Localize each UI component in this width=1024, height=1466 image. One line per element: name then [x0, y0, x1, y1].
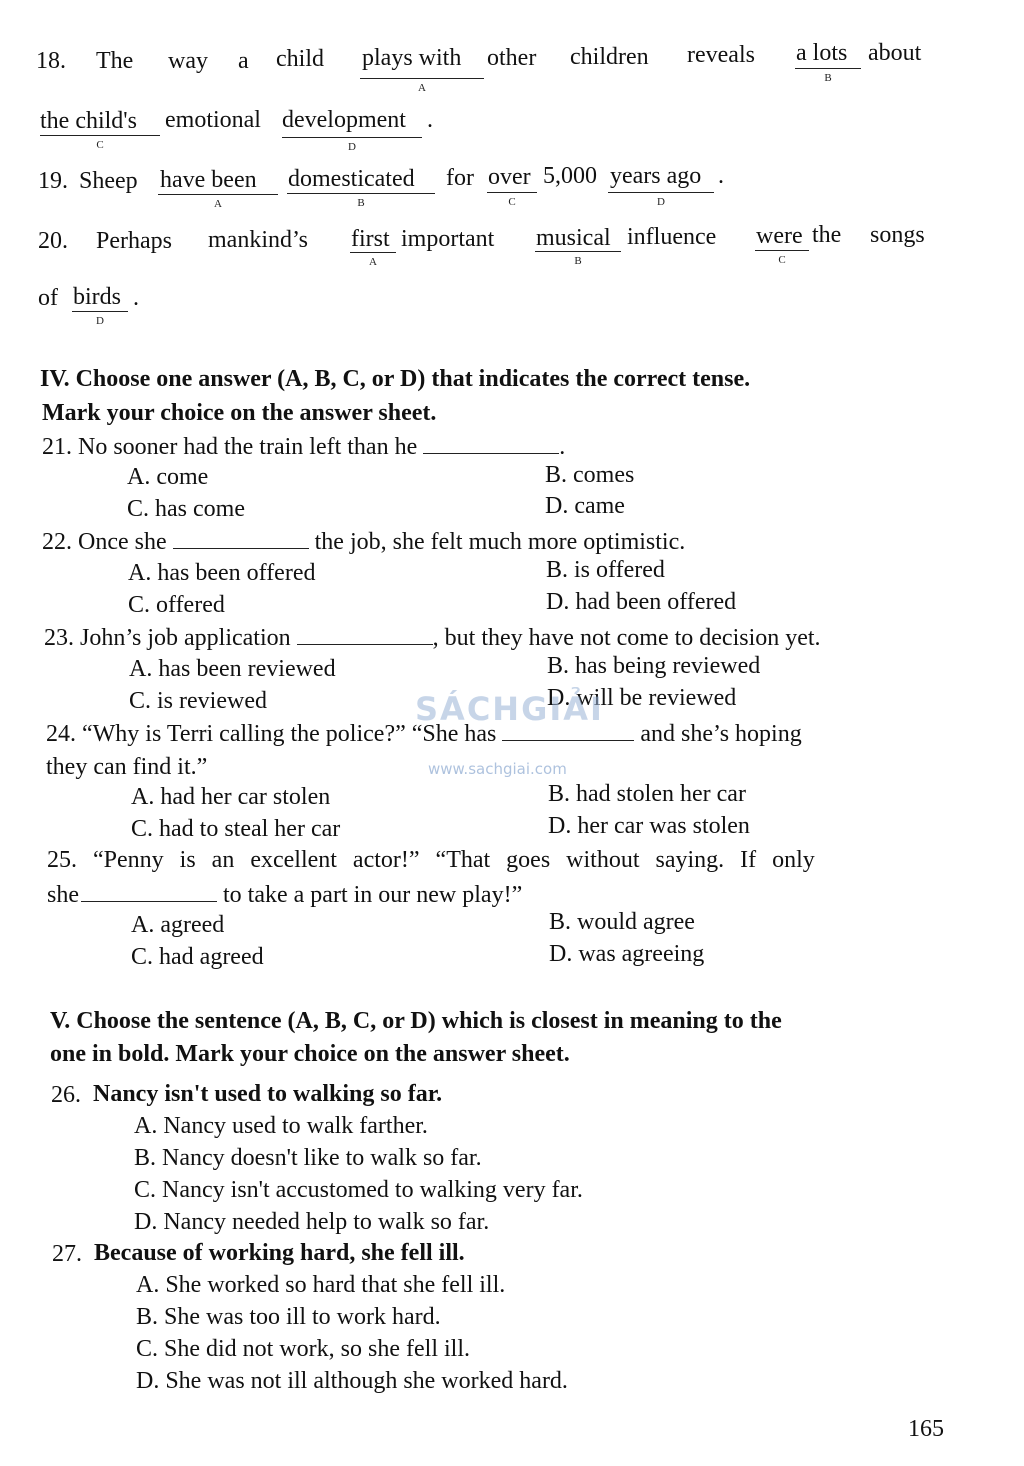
word: other: [487, 45, 537, 71]
word: child: [276, 46, 324, 72]
word: mankind’s: [208, 227, 308, 253]
option-text-a: have been: [160, 167, 257, 193]
option-c: C. had agreed: [131, 944, 264, 970]
answer-blank: [297, 624, 433, 645]
answer-blank: [502, 720, 634, 741]
option-a: A. has been offered: [128, 560, 316, 586]
option-text-a: plays with: [362, 45, 462, 71]
option-a: A. come: [127, 464, 209, 490]
question-stem: 25. “Penny is an excellent actor!” “That goes without saying. If only: [47, 847, 815, 873]
bold-sentence: Because of working hard, she fell ill.: [94, 1240, 465, 1266]
option-text-b: musical: [536, 225, 611, 251]
word: 5,000: [543, 163, 597, 189]
underline-label-c: C: [755, 250, 809, 267]
question-stem: [44, 624, 821, 652]
option-b: B. would agree: [549, 909, 695, 935]
question-stem: [42, 528, 685, 556]
option-a: A. agreed: [131, 912, 225, 938]
option-c: C. has come: [127, 496, 245, 522]
underline-label-d: D: [608, 192, 714, 209]
option-d: D. will be reviewed: [547, 685, 737, 711]
option-b: B. has being reviewed: [547, 653, 761, 679]
option-d: D. her car was stolen: [548, 813, 750, 839]
punctuation: .: [427, 107, 433, 133]
page-number: 165: [908, 1416, 944, 1442]
answer-blank: [423, 433, 559, 454]
word: reveals: [687, 42, 755, 68]
option-text-c: the child's: [40, 108, 137, 134]
underline-label-a: A: [158, 194, 278, 211]
stem-text: and she’s hoping: [640, 721, 802, 747]
option-text-b: a lots: [796, 40, 848, 66]
bold-sentence: Nancy isn't used to walking so far.: [93, 1081, 443, 1107]
question-number: 20.: [38, 228, 68, 254]
option-text-a: first: [351, 226, 390, 252]
question-stem: [46, 720, 802, 748]
section-heading: Mark your choice on the answer sheet.: [42, 400, 437, 426]
section-heading: one in bold. Mark your choice on the answer sheet.: [50, 1041, 570, 1067]
option-text-d: development: [282, 107, 406, 133]
option-b: B. Nancy doesn't like to walk so far.: [134, 1145, 482, 1171]
underline-label-b: B: [535, 251, 621, 268]
option-text-c: over: [488, 164, 531, 190]
option-a: A. Nancy used to walk farther.: [134, 1113, 428, 1139]
word: Perhaps: [96, 228, 172, 254]
option-text-d: years ago: [610, 163, 702, 189]
option-b: B. She was too ill to work hard.: [136, 1304, 441, 1330]
word: emotional: [165, 107, 261, 133]
word: a: [238, 48, 249, 74]
stem-text: the job, she felt much more optimistic.: [314, 529, 686, 555]
option-d: D. came: [545, 493, 625, 519]
section-heading: IV. Choose one answer (A, B, C, or D) that indicates the correct tense.: [40, 366, 751, 392]
underline-label-c: C: [40, 135, 160, 152]
stem-text: they can find it.”: [46, 754, 208, 780]
option-c: C. Nancy isn't accustomed to walking very far.: [134, 1177, 583, 1203]
option-d: D. had been offered: [546, 589, 737, 615]
punctuation: .: [718, 163, 724, 189]
word: influence: [627, 224, 717, 250]
underline-label-b: B: [795, 68, 861, 85]
stem-text: she: [47, 882, 79, 908]
watermark-url: www.sachgiai.com: [428, 760, 567, 778]
stem-text: , but they have not come to decision yet.: [432, 625, 821, 651]
stem-text: 21. No sooner had the train left than he: [42, 434, 418, 460]
word: way: [168, 48, 208, 74]
word: of: [38, 285, 58, 311]
section-heading: V. Choose the sentence (A, B, C, or D) which is closest in meaning to the: [50, 1008, 782, 1034]
question-stem: [47, 881, 522, 909]
underline-label-a: A: [350, 252, 396, 269]
underline-label-d: D: [282, 137, 422, 154]
word: the: [812, 222, 842, 248]
option-c: C. had to steal her car: [131, 816, 341, 842]
stem-text: 22. Once she: [42, 529, 167, 555]
option-b: B. had stolen her car: [548, 781, 746, 807]
option-text-b: domesticated: [288, 166, 415, 192]
underline-label-d: D: [72, 311, 128, 328]
stem-text: to take a part in our new play!”: [223, 882, 523, 908]
option-d: D. Nancy needed help to walk so far.: [134, 1209, 490, 1235]
option-b: B. is offered: [546, 557, 665, 583]
word: children: [570, 44, 649, 70]
underline-label-a: A: [360, 78, 484, 95]
word: important: [401, 226, 495, 252]
word: Sheep: [79, 168, 138, 194]
question-number: 19.: [38, 168, 68, 194]
word: for: [446, 165, 474, 191]
stem-text: 24. “Why is Terri calling the police?” “She has: [46, 721, 497, 747]
option-c: C. offered: [128, 592, 225, 618]
punctuation: .: [559, 434, 566, 460]
option-c: C. is reviewed: [129, 688, 267, 714]
answer-blank: [81, 881, 217, 902]
option-d: D. was agreeing: [549, 941, 705, 967]
word: songs: [870, 222, 925, 248]
question-number: 27.: [52, 1241, 82, 1267]
underline-label-b: B: [287, 193, 435, 210]
option-a: A. had her car stolen: [131, 784, 331, 810]
answer-blank: [173, 528, 309, 549]
word: The: [96, 48, 134, 74]
option-c: C. She did not work, so she fell ill.: [136, 1336, 470, 1362]
option-text-c: were: [756, 223, 803, 249]
option-a: A. She worked so hard that she fell ill.: [136, 1272, 506, 1298]
watermark-logo: SÁCHGIẢI: [415, 690, 604, 728]
question-number: 18.: [36, 48, 66, 74]
option-b: B. comes: [545, 462, 635, 488]
question-stem: [42, 433, 565, 461]
punctuation: .: [133, 285, 139, 311]
word: about: [868, 40, 922, 66]
option-d: D. She was not ill although she worked hard.: [136, 1368, 568, 1394]
option-a: A. has been reviewed: [129, 656, 336, 682]
option-text-d: birds: [73, 284, 121, 310]
question-number: 26.: [51, 1082, 81, 1108]
underline-label-c: C: [487, 192, 537, 209]
stem-text: 23. John’s job application: [44, 625, 291, 651]
